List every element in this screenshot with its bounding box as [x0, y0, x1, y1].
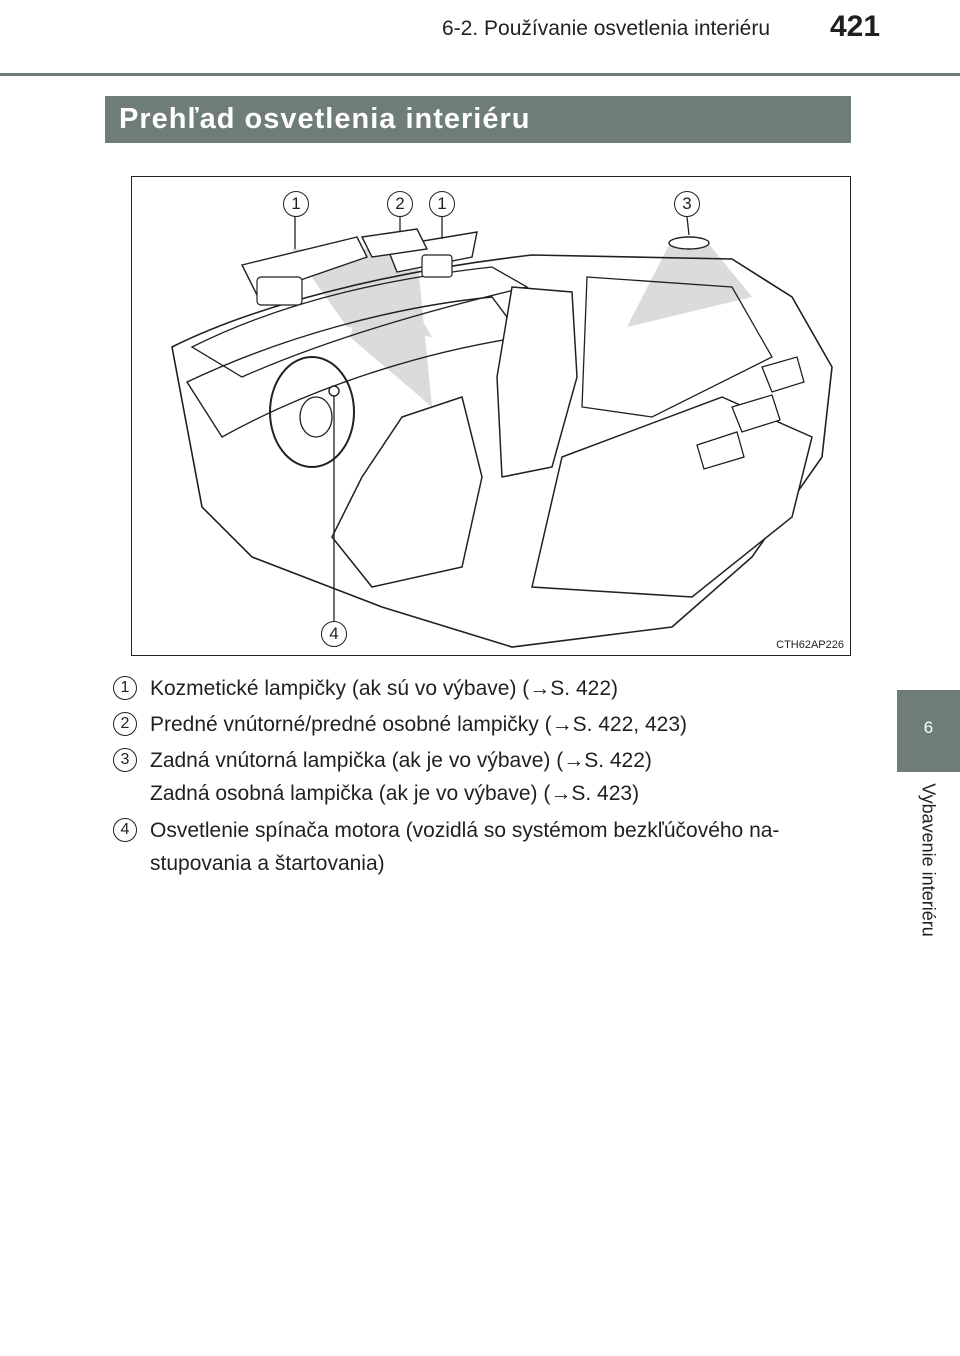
chapter-number: 6	[923, 718, 934, 737]
callout-3: 3	[674, 191, 700, 217]
legend-line: Zadná vnútorná lampička (ak je vo výbave) (→S. 422)	[150, 749, 652, 772]
interior-lights-figure	[131, 176, 851, 656]
leader-line-3	[687, 217, 689, 235]
legend-line: Osvetlenie spínača motora (vozidlá so systémom bezkľúčového na-	[150, 819, 780, 842]
legend-text	[150, 744, 840, 810]
section-title: Prehľad osvetlenia interiéru	[119, 103, 531, 135]
rear-seat	[532, 397, 812, 597]
vanity-mirror-left	[257, 277, 302, 305]
header-rule	[0, 73, 960, 76]
callout-4: 4	[321, 621, 347, 647]
legend-text	[150, 672, 840, 705]
steering-wheel	[270, 357, 354, 467]
chapter-tab	[897, 690, 960, 772]
light-beam-rear	[627, 243, 752, 327]
callout-1-left: 1	[283, 191, 309, 217]
legend-line: Kozmetické lampičky (ak sú vo výbave) (→S. 422)	[150, 677, 618, 700]
header-section-title: 6-2. Používanie osvetlenia interiéru	[442, 17, 771, 40]
legend-number: 3	[113, 748, 137, 772]
legend-text	[150, 814, 840, 880]
legend-line: Zadná osobná lampička (ak je vo výbave) (→S. 423)	[150, 782, 640, 805]
legend-line: Predné vnútorné/predné osobné lampičky (→S. 422, 423)	[150, 713, 687, 736]
passenger-seat	[497, 287, 577, 477]
chapter-label: Vybavenie interiéru	[918, 783, 939, 937]
driver-seat	[332, 397, 482, 587]
page-number: 421	[830, 10, 881, 43]
vanity-mirror-right	[422, 255, 452, 277]
engine-switch	[329, 386, 339, 396]
section-title-bar	[105, 96, 851, 143]
legend-number: 1	[113, 676, 137, 700]
figure-code: CTH62AP226	[776, 639, 844, 651]
legend-number: 2	[113, 712, 137, 736]
callout-2: 2	[387, 191, 413, 217]
page-header	[0, 0, 960, 80]
legend-line: stupovania a štartovania)	[150, 852, 385, 875]
callout-1-right: 1	[429, 191, 455, 217]
car-interior-illustration	[132, 177, 850, 655]
legend-number: 4	[113, 818, 137, 842]
steering-hub	[300, 397, 332, 437]
rear-dome-lamp	[669, 237, 709, 249]
legend-text	[150, 708, 840, 741]
